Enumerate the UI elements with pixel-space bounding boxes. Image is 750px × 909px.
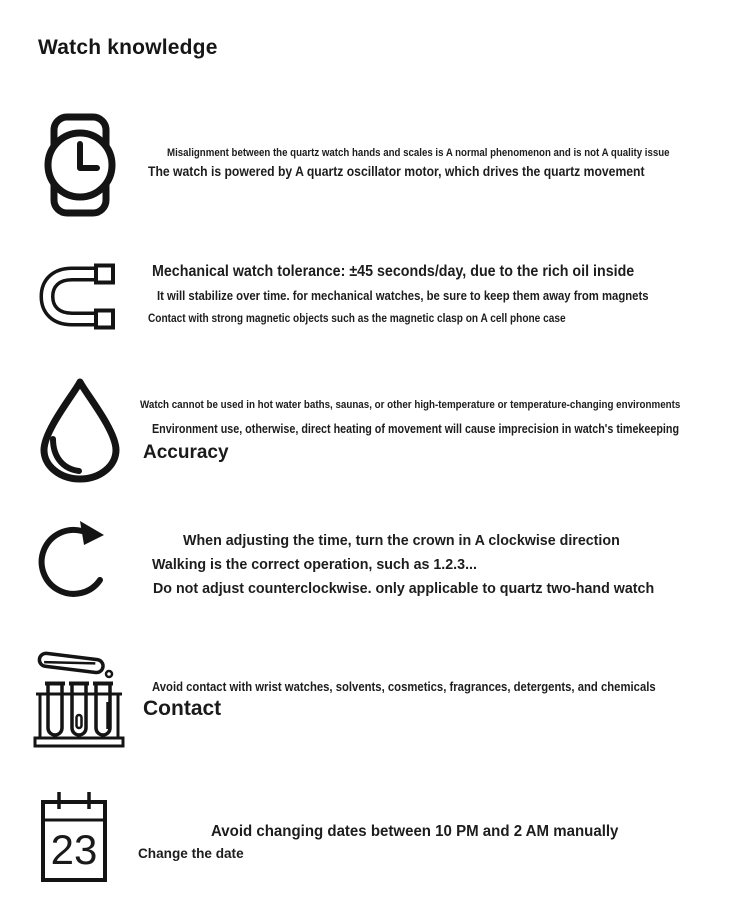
mechanical-tolerance-text: Mechanical watch tolerance: ±45 seconds/day, due to the rich oil inside xyxy=(152,263,635,280)
crown-clockwise-text: When adjusting the time, turn the crown in A clockwise direction xyxy=(183,532,620,549)
avoid-chemicals-text: Avoid contact with wrist watches, solvents, cosmetics, fragrances, detergents, and chemicals xyxy=(152,679,656,694)
magnet-icon xyxy=(36,261,118,332)
hot-water-warning-note: Watch cannot be used in hot water baths, saunas, or other high-temperature or temperature-changing environments xyxy=(140,399,681,411)
no-counterclockwise-text: Do not adjust counterclockwise. only applicable to quartz two-hand watch xyxy=(153,580,655,597)
wristwatch-icon xyxy=(38,112,122,218)
quartz-misalignment-note: Misalignment between the quartz watch hands and scales is A normal phenomenon and is not A quality issue xyxy=(167,147,670,159)
quartz-movement-text: The watch is powered by A quartz oscillator motor, which drives the quartz movement xyxy=(148,163,645,179)
magnet-warning-text: It will stabilize over time. for mechanical watches, be sure to keep them away from magnets xyxy=(157,288,649,303)
water-drop-icon xyxy=(33,375,128,484)
environment-use-text: Environment use, otherwise, direct heating of movement will cause imprecision in watch's timekeeping xyxy=(152,422,680,436)
magnetic-contact-note: Contact with strong magnetic objects such as the magnetic clasp on A cell phone case xyxy=(148,313,566,325)
walking-operation-text: Walking is the correct operation, such as 1.2.3... xyxy=(152,556,477,573)
calendar-date-text: 23 xyxy=(50,826,98,873)
clockwise-arrow-icon xyxy=(34,516,118,604)
accuracy-heading: Accuracy xyxy=(143,442,229,463)
change-date-label: Change the date xyxy=(138,845,244,861)
avoid-date-change-text: Avoid changing dates between 10 PM and 2 AM manually xyxy=(211,823,619,840)
test-tubes-icon xyxy=(33,645,125,749)
page-title: Watch knowledge xyxy=(38,36,218,59)
contact-heading: Contact xyxy=(143,697,222,720)
calendar-icon xyxy=(38,788,111,886)
